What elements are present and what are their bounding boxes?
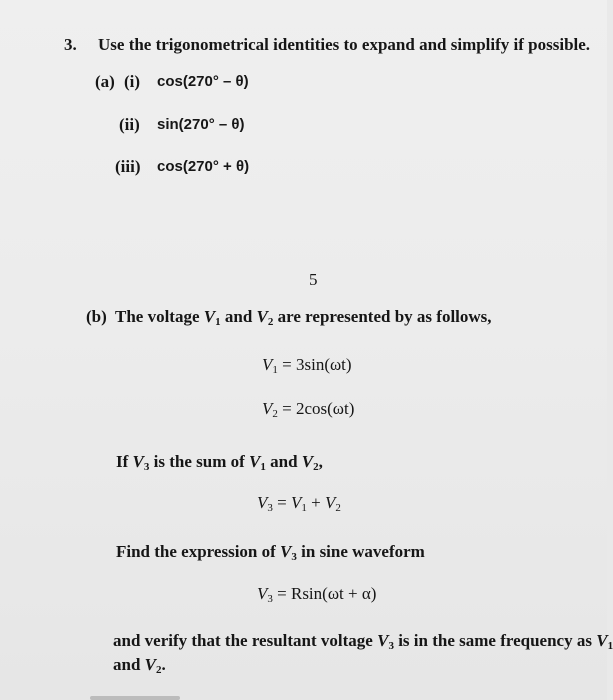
verify-sentence-line-1 [113, 631, 613, 651]
verify-v3-subscript: 3 [388, 640, 394, 652]
eq2-lhs-subscript: 2 [272, 408, 278, 420]
if-v2-symbol: V [301, 452, 314, 471]
eq2-lhs: V [262, 399, 273, 418]
part-a-item-1-expression: cos(270° – θ) [157, 73, 249, 90]
if-v2-subscript: 2 [313, 461, 319, 473]
if-text-1: If [116, 452, 133, 471]
verify-text-2: is in the same frequency as [393, 631, 597, 650]
eq3-v1-subscript: 1 [301, 502, 307, 514]
if-v3-symbol: V [132, 452, 144, 471]
v2-subscript: 2 [267, 316, 274, 328]
equation-v2 [262, 399, 354, 419]
question-number: 3. [64, 35, 77, 54]
part-b-intro [86, 307, 492, 327]
part-a-item-2-expression: sin(270° – θ) [157, 116, 245, 133]
verify-text-4: . [161, 655, 166, 674]
part-a-item-1-number: (i) [124, 72, 141, 91]
eq2-rhs: = 2cos(ωt) [277, 399, 355, 418]
eq3-v2: V [324, 493, 336, 512]
eq4-v3-subscript: 3 [267, 593, 273, 605]
eq3-v3-subscript: 3 [267, 502, 273, 514]
find-sentence [116, 542, 425, 562]
verify-sentence-line-2 [113, 655, 166, 675]
eq3-v1: V [290, 493, 302, 512]
part-a-item-2-number: (ii) [119, 115, 140, 134]
find-v3-symbol: V [280, 542, 292, 561]
verify-v3-symbol: V [377, 631, 389, 650]
marks: 5 [309, 270, 318, 289]
if-v1-symbol: V [249, 452, 261, 471]
verify-text-3: and [113, 655, 145, 674]
eq3-v3: V [257, 493, 268, 512]
if-text-2: is the sum of [149, 452, 250, 471]
verify-v2-subscript: 2 [156, 664, 162, 676]
v1-symbol: V [203, 307, 216, 326]
equation-v3-sum [257, 493, 341, 513]
find-text-1: Find the expression of [116, 542, 281, 561]
if-text-3: and [265, 452, 302, 471]
eq4-rhs: = Rsin(ωt + α) [272, 584, 377, 603]
part-b-intro-text-2: and [220, 307, 257, 326]
if-v1-subscript: 1 [260, 461, 266, 473]
v2-symbol: V [256, 307, 268, 326]
eq1-lhs-subscript: 1 [272, 364, 278, 376]
eq1-rhs: = 3sin(ωt) [277, 355, 352, 374]
find-v3-subscript: 3 [291, 551, 297, 563]
part-a-item-3-number: (iii) [115, 157, 141, 176]
verify-text-1: and verify that the resultant voltage [113, 631, 378, 650]
cut-off-next-line [90, 690, 180, 700]
eq1-lhs: V [262, 355, 273, 374]
find-text-2: in sine waveform [296, 542, 425, 561]
v1-subscript: 1 [215, 316, 221, 328]
part-a-label: (a) [95, 72, 115, 91]
part-b-intro-text-3: are represented by as follows, [273, 307, 492, 326]
eq3-equals: = [272, 493, 291, 512]
part-b-label: (b) [86, 307, 107, 326]
question-instruction: Use the trigonometrical identities to expand and simplify if possible. [98, 35, 591, 54]
verify-v1-symbol: V [596, 631, 608, 650]
eq4-v3: V [257, 584, 268, 603]
if-v3-subscript: 3 [143, 461, 150, 473]
if-sentence [116, 452, 323, 472]
verify-v1-subscript: 1 [607, 640, 613, 652]
eq3-v2-subscript: 2 [335, 502, 341, 514]
if-text-4: , [318, 452, 323, 471]
equation-v1 [262, 355, 352, 375]
part-b-intro-text-1: The voltage [114, 307, 204, 326]
eq3-plus: + [306, 493, 325, 512]
verify-v2-symbol: V [144, 655, 157, 674]
equation-v3-sine [257, 584, 376, 604]
part-a-item-3-expression: cos(270° + θ) [157, 158, 250, 175]
